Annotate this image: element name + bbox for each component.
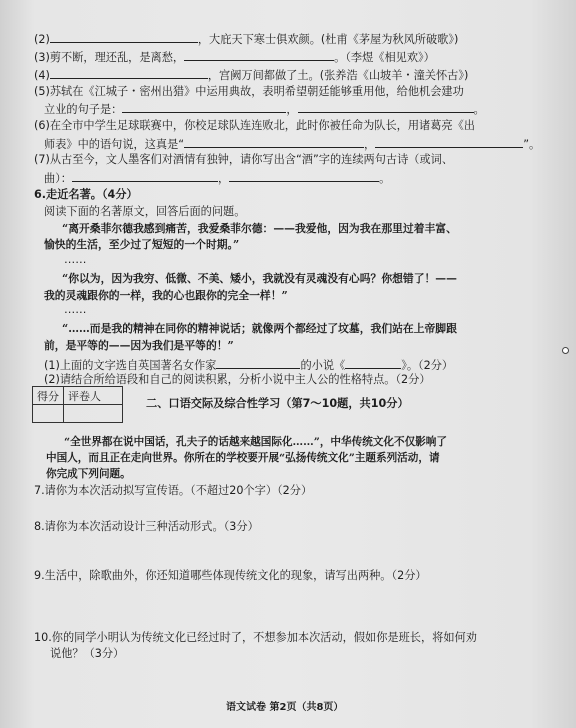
quote-1-line-2: 愉快的生活，至少过了短短的一个时期。” <box>44 238 240 251</box>
q6-intro: 阅读下面的名著原文，回答后面的问题。 <box>44 205 246 218</box>
q8: 8.请你为本次活动设计三种活动形式。（3分） <box>34 520 259 533</box>
q5-item-7-cont: 曲）： ， 。 <box>44 172 391 185</box>
q10-line-1: 10.你的同学小明认为传统文化已经过时了，不想参加本次活动，假如你是班长，将如何劝 <box>34 631 477 644</box>
answer-blank[interactable] <box>72 170 218 182</box>
quote-1-line-1: “离开桑菲尔德我感到痛苦，我爱桑菲尔德：——我爱他，因为我在那里过着丰富、 <box>62 222 457 235</box>
score-cell[interactable] <box>33 405 64 423</box>
q5-item-3: (3)剪不断，理还乱，是离愁， 。（李煜《相见欢》） <box>34 51 435 64</box>
q5-item-6: (6)在全市中学生足球联赛中，你校足球队连连败北，此时你被任命为队长，用诸葛亮《出 <box>34 119 475 132</box>
answer-blank[interactable] <box>50 67 208 79</box>
answer-blank[interactable] <box>50 31 198 43</box>
ellipsis: …… <box>64 253 87 266</box>
q6-title: 6.走近名著。（4分） <box>34 188 138 201</box>
answer-blank[interactable] <box>122 101 286 113</box>
quote-2-line-1: “你以为，因为我穷、低微、不美、矮小，我就没有灵魂没有心吗？你想错了！—— <box>62 272 457 285</box>
answer-blank[interactable] <box>229 170 379 182</box>
q5-item-5-cont: 立业的句子是： ， 。 <box>44 103 485 116</box>
q6-sub-2: (2)请结合所给语段和自己的阅读积累，分析小说中主人公的性格特点。（2分） <box>44 373 431 386</box>
score-table <box>32 386 123 423</box>
grader-label: 评卷人 <box>64 387 123 405</box>
section-2-intro-1: “全世界都在说中国话，孔夫子的话越来越国际化……”，中华传统文化不仅影响了 <box>64 436 447 448</box>
quote-3-line-2: 前，是平等的——因为我们是平等的！” <box>44 339 234 352</box>
answer-blank[interactable] <box>298 101 474 113</box>
answer-blank[interactable] <box>184 49 334 61</box>
answer-blank[interactable] <box>216 357 300 369</box>
section-2-title: 二、口语交际及综合性学习（第7～10题，共10分） <box>146 397 409 410</box>
q5-item-5: (5)苏轼在《江城子・密州出猎》中运用典故，表明希望朝廷能够重用他，给他机会建功 <box>34 85 464 98</box>
section-2-intro-2: 中国人，而且正在走向世界。你所在的学校要开展“弘扬传统文化”主题系列活动，请 <box>46 452 440 464</box>
binding-hole-icon <box>562 347 569 354</box>
q10-line-2: 说他？（3分） <box>50 647 125 660</box>
ellipsis: …… <box>64 303 87 316</box>
answer-blank[interactable] <box>184 136 364 148</box>
q5-item-2: (2) ，大庇天下寒士俱欢颜。(杜甫《茅屋为秋风所破歌》) <box>34 33 459 46</box>
page-footer: 语文试卷 第2页（共8页） <box>226 702 344 713</box>
q6-sub-1: (1)上面的文字选自英国著名女作家 的小说《 》。（2分） <box>44 359 454 372</box>
answer-blank[interactable] <box>375 136 523 148</box>
quote-3-line-1: “……而是我的精神在同你的精神说话；就像两个都经过了坟墓，我们站在上帝脚跟 <box>62 322 457 335</box>
quote-2-line-2: 我的灵魂跟你的一样，我的心也跟你的完全一样！” <box>44 289 288 302</box>
q5-item-7: (7)从古至今，文人墨客们对酒情有独钟，请你写出含“酒”字的连续两句古诗（或词、 <box>34 153 454 166</box>
score-label: 得分 <box>33 387 64 405</box>
section-2-intro-3: 你完成下列问题。 <box>46 468 131 480</box>
q7: 7.请你为本次活动拟写宣传语。（不超过20个字）（2分） <box>34 484 313 497</box>
grader-cell[interactable] <box>64 405 123 423</box>
q9: 9.生活中，除歌曲外，你还知道哪些体现传统文化的现象，请写出两种。（2分） <box>34 569 427 582</box>
answer-blank[interactable] <box>345 357 401 369</box>
q5-item-4: (4) ，宫阙万间都做了土。(张养浩《山坡羊・潼关怀古》) <box>34 69 469 82</box>
q5-item-6-cont: 师表》中的语句说，这真是“ ， ”。 <box>44 138 541 151</box>
